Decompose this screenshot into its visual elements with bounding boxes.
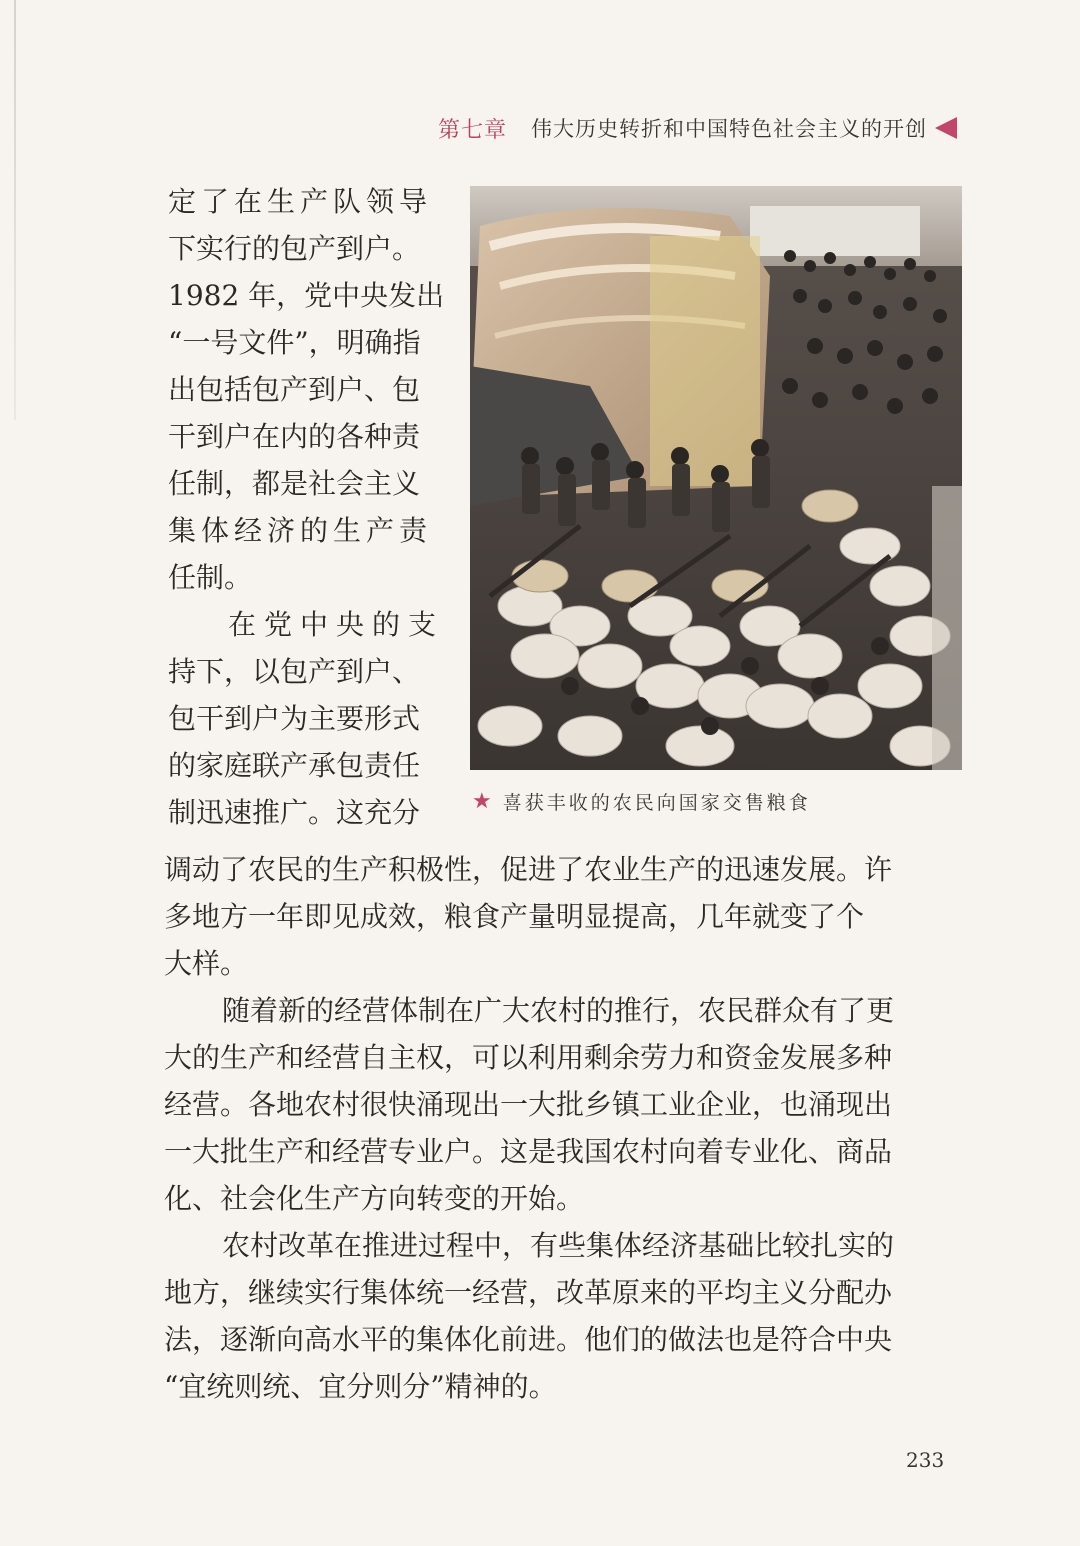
text-line: 化、社会化生产方向转变的开始。 xyxy=(164,1182,585,1215)
left-column-text xyxy=(168,178,445,836)
page-gutter-line xyxy=(14,0,16,420)
text-line: 定了在生产队领导 xyxy=(168,185,433,218)
paragraph-left-1 xyxy=(168,178,445,601)
text-line: 任制，都是社会主义 xyxy=(168,467,421,500)
text-line: 制迅速推广。这充分 xyxy=(168,796,421,829)
text-line: 包干到户为主要形式 xyxy=(168,702,421,735)
harvest-photo xyxy=(470,186,962,770)
text-line: 持下，以包产到户、 xyxy=(168,655,421,688)
main-text xyxy=(164,846,954,1410)
chapter-number: 第七章 xyxy=(438,117,508,143)
text-line: “一号文件”，明确指 xyxy=(168,326,421,359)
text-line: 1982 年，党中央发出 xyxy=(168,279,445,312)
text-line: 农村改革在推进过程中，有些集体经济基础比较扎实的 xyxy=(222,1229,895,1262)
text-line: 多地方一年即见成效，粮食产量明显提高，几年就变了个 xyxy=(164,900,865,933)
text-line: 下实行的包产到户。 xyxy=(168,232,421,265)
paragraph-left-2 xyxy=(168,601,445,836)
paragraph-1 xyxy=(164,846,954,987)
text-line: 任制。 xyxy=(168,561,253,594)
text-line: 地方，继续实行集体统一经营，改革原来的平均主义分配办 xyxy=(164,1276,893,1309)
text-line: 法，逐渐向高水平的集体化前进。他们的做法也是符合中央 xyxy=(164,1323,893,1356)
text-line: 大的生产和经营自主权，可以利用剩余劳力和资金发展多种 xyxy=(164,1041,893,1074)
text-line: 的家庭联产承包责任 xyxy=(168,749,421,782)
text-line: 在党中央的支 xyxy=(228,608,445,641)
page-number: 233 xyxy=(906,1448,945,1472)
text-line: 经营。各地农村很快涌现出一大批乡镇工业企业，也涌现出 xyxy=(164,1088,893,1121)
caption-text: 喜获丰收的农民向国家交售粮食 xyxy=(502,792,811,814)
text-line: 一大批生产和经营专业户。这是我国农村向着专业化、商品 xyxy=(164,1135,893,1168)
text-line: 随着新的经营体制在广大农村的推行，农民群众有了更 xyxy=(222,994,895,1027)
text-line: 出包括包产到户、包 xyxy=(168,373,421,406)
photo-illustration xyxy=(470,186,962,770)
text-line: 集体经济的生产责 xyxy=(168,514,433,547)
chapter-header xyxy=(438,108,998,148)
text-line: 干到户在内的各种责 xyxy=(168,420,421,453)
triangle-left-icon xyxy=(935,117,957,139)
text-line: 大样。 xyxy=(164,947,249,980)
paragraph-2 xyxy=(164,987,954,1222)
photo-caption xyxy=(472,788,811,815)
chapter-title: 伟大历史转折和中国特色社会主义的开创 xyxy=(531,117,928,141)
star-icon: ★ xyxy=(472,789,495,814)
paragraph-3 xyxy=(164,1222,954,1410)
text-line: 调动了农民的生产积极性，促进了农业生产的迅速发展。许 xyxy=(164,853,893,886)
text-line: “宜统则统、宜分则分”精神的。 xyxy=(164,1370,557,1403)
